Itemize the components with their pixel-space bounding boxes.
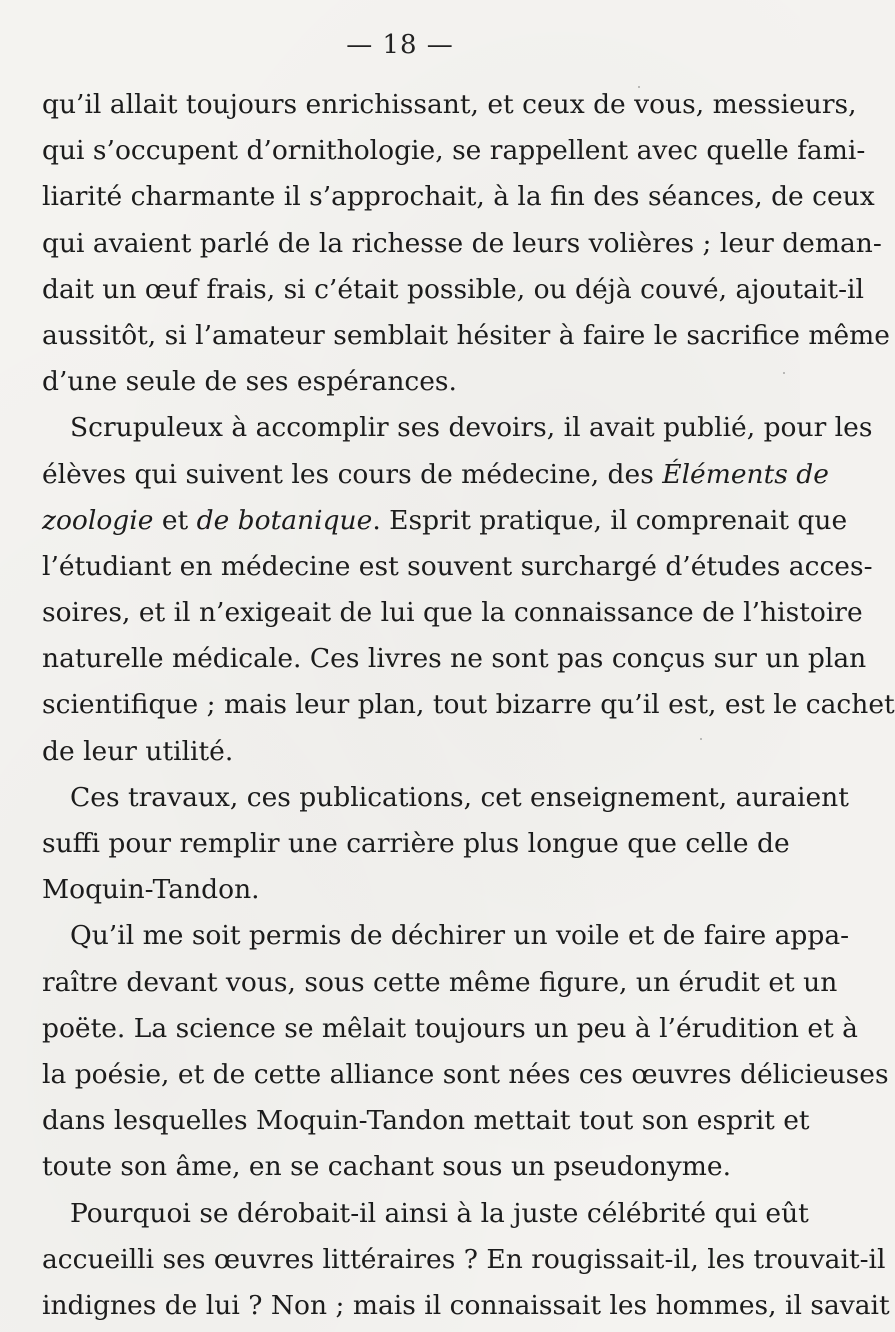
page-number: — 18 — bbox=[346, 30, 454, 60]
text-line: indignes de lui ? Non ; mais il connaissait les hommes, il savait bbox=[42, 1289, 890, 1321]
paper-speck bbox=[638, 86, 640, 88]
paragraph bbox=[42, 913, 889, 1190]
text-line: Scrupuleux à accomplir ses devoirs, il avait publié, pour les bbox=[70, 412, 873, 444]
text-line: scientifique ; mais leur plan, tout bizarre qu’il est, est le cachet bbox=[42, 689, 895, 721]
text-line: poëte. La science se mêlait toujours un peu à l’érudition et à bbox=[42, 1012, 858, 1044]
text-line: de leur utilité. bbox=[42, 735, 234, 767]
italic-title: de botanique bbox=[196, 504, 373, 536]
body-text bbox=[42, 82, 895, 1329]
text-line: Moquin-Tandon. bbox=[42, 874, 260, 906]
paragraph bbox=[42, 82, 890, 405]
text-line: qui avaient parlé de la richesse de leurs volières ; leur deman- bbox=[42, 227, 882, 259]
paragraph bbox=[42, 775, 849, 914]
text-line: naturelle médicale. Ces livres ne sont pas conçus sur un plan bbox=[42, 643, 867, 675]
text-line: dans lesquelles Moquin-Tandon mettait tout son esprit et bbox=[42, 1105, 810, 1137]
paper-speck bbox=[242, 292, 245, 295]
text-line: qui s’occupent d’ornithologie, se rappellent avec quelle fami- bbox=[42, 135, 866, 167]
text-line: toute son âme, en se cachant sous un pseudonyme. bbox=[42, 1151, 731, 1183]
text-line: élèves qui suivent les cours de médecine, des Éléments de bbox=[42, 458, 829, 490]
text-line: accueilli ses œuvres littéraires ? En rougissait-il, les trouvait-il bbox=[42, 1243, 886, 1275]
paper-speck bbox=[700, 738, 702, 740]
paragraph bbox=[42, 405, 895, 775]
text-line: qu’il allait toujours enrichissant, et ceux de vous, messieurs, bbox=[42, 89, 857, 120]
text-line: d’une seule de ses espérances. bbox=[42, 366, 457, 398]
text-line: suffi pour remplir une carrière plus longue que celle de bbox=[42, 828, 790, 859]
text-line: aussitôt, si l’amateur semblait hésiter à faire le sacrifice même bbox=[42, 319, 890, 351]
paper-speck bbox=[516, 1166, 518, 1168]
paragraph bbox=[42, 1191, 890, 1330]
text-line: Pourquoi se dérobait-il ainsi à la juste célébrité qui eût bbox=[70, 1197, 809, 1229]
text-line: Ces travaux, ces publications, cet enseignement, auraient bbox=[70, 781, 849, 813]
text-line: Qu’il me soit permis de déchirer un voile et de faire appa- bbox=[70, 920, 850, 952]
text-line: l’étudiant en médecine est souvent surchargé d’études acces- bbox=[42, 550, 873, 582]
paper-speck bbox=[783, 372, 785, 374]
italic-title: zoologie bbox=[42, 504, 154, 536]
text-line: zoologie et de botanique. Esprit pratique, il comprenait que bbox=[42, 504, 848, 536]
text-line: dait un œuf frais, si c’était possible, ou déjà couvé, ajoutait-il bbox=[42, 273, 864, 305]
text-line: soires, et il n’exigeait de lui que la connaissance de l’histoire bbox=[42, 597, 863, 629]
italic-title: Éléments de bbox=[662, 458, 829, 490]
text-line: liarité charmante il s’approchait, à la fin des séances, de ceux bbox=[42, 181, 875, 213]
text-line: raître devant vous, sous cette même figure, un érudit et un bbox=[42, 966, 838, 998]
text-line: la poésie, et de cette alliance sont nées ces œuvres délicieuses bbox=[42, 1058, 889, 1090]
